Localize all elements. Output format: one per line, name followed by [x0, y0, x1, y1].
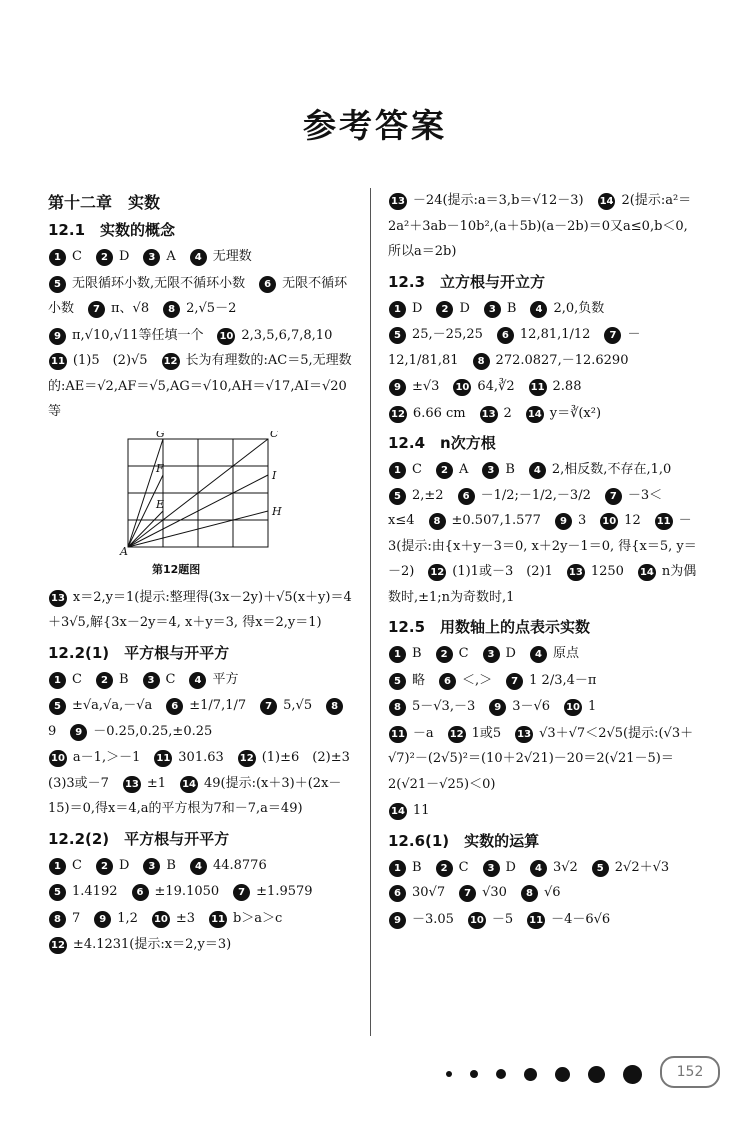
question-number-badge: 6	[259, 276, 276, 293]
question-number-badge: 8	[473, 353, 490, 370]
answer-text: 64,∛2	[477, 379, 515, 394]
question-number-badge: 7	[260, 698, 277, 715]
answer-text: 长为有理数的:AC＝5,无理数的:AE＝√2,AF＝√5,AG＝√10,AH＝√17,AI＝√20等	[48, 353, 352, 419]
question-number-badge: 14	[180, 776, 198, 793]
left-sections	[48, 219, 363, 958]
answer-line	[48, 932, 356, 958]
progress-dot	[446, 1071, 452, 1077]
answer-text: √30	[482, 885, 507, 900]
question-number-badge: 11	[209, 911, 227, 928]
answer-line	[48, 244, 356, 270]
question-number-badge: 5	[389, 673, 406, 690]
question-number-badge: 1	[389, 860, 406, 877]
answer-text: C	[458, 859, 469, 875]
question-number-badge: 11	[154, 750, 172, 767]
answer-line	[48, 853, 356, 879]
label-G: G	[156, 430, 165, 440]
question-number-badge: 3	[143, 858, 160, 875]
question-number-badge: 13	[480, 406, 498, 423]
answer-text: ±4.1231(提示:x＝2,y＝3)	[72, 937, 232, 952]
question-number-badge: 11	[527, 912, 545, 929]
label-C: C	[270, 430, 279, 440]
question-number-badge: 5	[592, 860, 609, 877]
question-number-badge: 12	[49, 937, 67, 954]
question-number-badge: 7	[88, 301, 105, 318]
answer-line	[388, 694, 698, 720]
answer-text: －3＜x≤4	[388, 487, 663, 528]
answer-text: 原点	[552, 646, 579, 661]
answer-text: 略	[412, 672, 426, 688]
question-number-badge: 9	[94, 911, 111, 928]
question-number-badge: 13	[567, 564, 585, 581]
question-number-badge: 6	[439, 673, 456, 690]
progress-dot	[470, 1070, 478, 1078]
progress-dot	[555, 1067, 570, 1082]
answer-line	[388, 668, 698, 694]
question-number-badge: 11	[49, 353, 67, 370]
answer-text: ±√3	[412, 379, 440, 394]
question-number-badge: 9	[389, 379, 406, 396]
section-title: 12.2(1) 平方根与开平方	[48, 643, 230, 662]
answer-line	[388, 907, 698, 933]
answer-text: C	[412, 462, 422, 477]
left-column	[48, 188, 363, 959]
question-number-badge: 6	[166, 698, 183, 715]
question-number-badge: 9	[70, 724, 87, 741]
answer-line	[48, 667, 356, 693]
answer-text: 301.63	[178, 750, 224, 765]
question-number-badge: 1	[49, 249, 66, 266]
answer-text: ±1	[146, 775, 167, 791]
question-number-badge: 3	[484, 301, 501, 318]
answer-text: －12,1/81,81	[388, 327, 641, 368]
answer-text: 44.8776	[212, 857, 267, 873]
question-number-badge: 12	[389, 406, 407, 423]
answer-text: －0.25,0.25,±0.25	[93, 723, 213, 739]
question-number-badge: 7	[604, 327, 621, 344]
answer-text: D	[118, 249, 130, 264]
answer-text: D	[412, 300, 423, 316]
answer-text: C	[72, 671, 82, 687]
answer-text: 2,相反数,不存在,1,0	[551, 462, 672, 477]
answer-text: －3.05	[412, 911, 454, 927]
section-title: 12.6(1) 实数的运算	[388, 831, 540, 850]
question-number-badge: 8	[389, 699, 406, 716]
answer-text: 6.66 cm	[412, 405, 466, 421]
answer-line	[48, 745, 363, 822]
answer-text: 1	[587, 699, 597, 714]
answer-text: ±√a,√a,－√a	[72, 698, 153, 713]
answer-text: 9	[48, 723, 57, 739]
answer-text: (1)±6 (2)±3 (3)3或－7	[48, 750, 363, 791]
answer-text: ±19.1050	[154, 884, 220, 899]
answer-text: －24(提示:a＝3,b＝√12－3)	[412, 193, 584, 208]
answer-text: (1)1或－3 (2)1	[452, 564, 553, 579]
question-number-badge: 4	[530, 646, 547, 663]
question-number-badge: 10	[564, 699, 582, 716]
question-number-badge: 14	[598, 193, 616, 210]
answer-text: 2.88	[552, 379, 582, 394]
answer-text: 无限循环小数,无限不循环小数	[72, 275, 246, 291]
progress-dot	[623, 1065, 642, 1084]
question-number-badge: 14	[638, 564, 656, 581]
question-number-badge: 6	[132, 884, 149, 901]
answer-text: 49(提示:(x＋3)＋(2x－15)＝0,得x＝4,a的平方根为7和－7,a＝49)	[48, 775, 342, 816]
segment-AF	[128, 475, 163, 547]
answer-text: 3－√6	[512, 699, 551, 714]
section-title: 12.4 n次方根	[388, 434, 496, 452]
question-number-badge: 7	[506, 673, 523, 690]
answer-line	[388, 855, 698, 906]
question-number-badge: 2	[436, 646, 453, 663]
answer-text: ±1.9579	[256, 884, 313, 899]
question-number-badge: 10	[49, 750, 67, 767]
answer-text: B	[505, 462, 515, 477]
question-number-badge: 6	[458, 488, 475, 505]
answer-line	[388, 401, 698, 427]
question-number-badge: 7	[605, 488, 622, 505]
question-number-badge: 8	[163, 301, 180, 318]
question-number-badge: 6	[497, 327, 514, 344]
answer-text: a－1,＞－1	[72, 750, 141, 765]
answer-text: －4－6√6	[551, 911, 611, 927]
question-number-badge: 5	[49, 884, 66, 901]
answer-line	[48, 879, 356, 905]
answer-text: －1/2;－1/2,－3/2	[480, 487, 591, 503]
label-H: H	[272, 504, 282, 518]
answer-text: 3	[577, 513, 587, 528]
answer-text: (1)5 (2)√5	[72, 353, 148, 368]
answer-text: B	[506, 300, 517, 316]
answer-text: C	[72, 857, 82, 873]
answer-line	[388, 721, 698, 798]
question-number-badge: 12	[428, 564, 446, 581]
question-number-badge: 3	[483, 646, 500, 663]
question-number-badge: 14	[526, 406, 544, 423]
answer-text: 25,－25,25	[412, 327, 483, 342]
question-number-badge: 5	[389, 327, 406, 344]
answer-text: C	[458, 646, 469, 661]
answer-text: 2,±2	[412, 487, 444, 503]
question-number-badge: 5	[389, 488, 406, 505]
answer-line	[388, 322, 698, 373]
answer-text: 2,0,负数	[553, 300, 605, 316]
answer-text: A	[166, 249, 176, 264]
label-F: F	[156, 461, 164, 475]
question-number-badge: 4	[530, 301, 547, 318]
answer-text: D	[505, 859, 516, 875]
question-number-badge: 8	[429, 513, 446, 530]
answer-text: 2	[503, 405, 512, 421]
answer-text: 2(提示:a²＝2a²＋3ab－10b²,(a＋5b)(a－2b)＝0又a≤0,b＜0,所以a＝2b)	[388, 193, 692, 259]
question-number-badge: 2	[96, 672, 113, 689]
question-number-badge: 1	[389, 646, 406, 663]
question-number-badge: 4	[529, 462, 546, 479]
answer-text: 1或5	[471, 725, 502, 741]
question-number-badge: 4	[190, 858, 207, 875]
section-title: 12.2(2) 平方根与开平方	[48, 829, 230, 848]
section-title: 12.1 实数的概念	[48, 221, 176, 239]
answer-line	[48, 271, 356, 322]
label-I: I	[272, 468, 277, 482]
answer-text: 3√2	[552, 859, 578, 875]
question-number-badge: 2	[96, 249, 113, 266]
answer-text: y＝∛(x²)	[549, 405, 602, 421]
answer-text: 30√7	[412, 885, 446, 900]
question-number-badge: 3	[143, 249, 160, 266]
question-number-badge: 1	[389, 462, 406, 479]
chapter-heading: 第十二章 实数	[48, 193, 161, 212]
figure-12	[48, 431, 356, 577]
answer-text: D	[118, 857, 130, 873]
right-column	[388, 188, 698, 933]
answer-line	[388, 457, 698, 610]
answer-text: √6	[543, 885, 561, 900]
answer-text: x＝2,y＝1(提示:整理得(3x－2y)＋√5(x＋y)＝4＋3√5,解{3x－2y＝4, x＋y＝3, 得x＝2,y＝1)	[48, 589, 352, 630]
figure-caption: 第12题图	[152, 562, 201, 576]
answer-text: n为偶数时,±1;n为奇数时,1	[388, 564, 697, 605]
question-number-badge: 2	[436, 462, 453, 479]
answer-text: 272.0827,－12.6290	[495, 352, 629, 368]
answer-text: π、√8	[111, 301, 150, 316]
page-number-mark: 152	[660, 1056, 720, 1088]
answer-text: A	[458, 462, 469, 477]
question-number-badge: 10	[600, 513, 618, 530]
question-number-badge: 13	[49, 590, 67, 607]
question-number-badge: 12	[448, 726, 466, 743]
answer-text: －3(提示:由{x＋y－3＝0, x＋2y－1＝0, 得{x＝5, y＝－2)	[388, 513, 697, 579]
section-title: 12.3 立方根与开立方	[388, 272, 546, 291]
question-number-badge: 2	[436, 301, 453, 318]
answer-text: ±3	[175, 910, 196, 926]
question-number-badge: 2	[436, 860, 453, 877]
answer-text: 2,3,5,6,7,8,10	[241, 327, 333, 343]
answer-text: D	[459, 300, 470, 316]
question-number-badge: 10	[152, 911, 170, 928]
question-number-badge: 3	[143, 672, 160, 689]
question-number-badge: 7	[459, 885, 476, 902]
answer-text: D	[505, 646, 516, 661]
answer-text: －5	[491, 911, 514, 927]
question-number-badge: 1	[389, 301, 406, 318]
question-number-badge: 9	[489, 699, 506, 716]
answer-text: π,√10,√11等任填一个	[72, 327, 204, 343]
question-number-badge: 6	[389, 885, 406, 902]
question-number-badge: 5	[49, 698, 66, 715]
answer-text: －a	[412, 725, 434, 741]
answer-text: 11	[412, 803, 430, 818]
question-number-badge: 4	[530, 860, 547, 877]
answer-text: 5－√3,－3	[412, 699, 476, 714]
question-number-badge: 10	[453, 379, 471, 396]
question-number-badge: 10	[468, 912, 486, 929]
progress-dot	[496, 1069, 506, 1079]
answer-line	[48, 693, 356, 744]
question-number-badge: 14	[389, 803, 407, 820]
right-sections	[388, 188, 698, 932]
question-number-badge: 9	[49, 328, 66, 345]
answer-line	[388, 798, 698, 824]
question-number-badge: 10	[217, 328, 235, 345]
answer-text: 2,√5－2	[186, 301, 237, 316]
question-number-badge: 13	[515, 726, 533, 743]
question-number-badge: 11	[389, 726, 407, 743]
column-divider	[370, 188, 371, 1036]
label-A: A	[120, 544, 128, 555]
question-number-badge: 12	[238, 750, 256, 767]
answer-text: 5,√5	[283, 698, 313, 713]
question-number-badge: 4	[189, 672, 206, 689]
answer-text: √3＋√7＜2√5(提示:(√3＋√7)²－(2√5)²＝(10＋2√21)－20＝2(√21－5)＝2(√21－√25)＜0)	[388, 725, 694, 792]
answer-text: 1.4192	[72, 884, 118, 899]
section-title: 12.5 用数轴上的点表示实数	[388, 618, 591, 636]
question-number-badge: 12	[162, 353, 180, 370]
answer-text: C	[165, 671, 176, 687]
question-number-badge: 5	[49, 276, 66, 293]
answer-line	[48, 585, 356, 636]
question-number-badge: 11	[655, 513, 673, 530]
answer-line	[388, 188, 698, 265]
answer-text: ＜,＞	[462, 672, 493, 688]
answer-text: ±1/7,1/7	[189, 698, 247, 713]
answer-line	[388, 641, 698, 667]
question-number-badge: 8	[326, 698, 343, 715]
progress-dot	[588, 1066, 605, 1083]
question-number-badge: 13	[389, 193, 407, 210]
question-number-badge: 8	[521, 885, 538, 902]
grid-figure	[48, 431, 288, 555]
question-number-badge: 11	[529, 379, 547, 396]
answer-text: b＞a＞c	[232, 910, 283, 926]
answer-text: B	[412, 646, 422, 661]
question-number-badge: 9	[389, 912, 406, 929]
answer-text: 1250	[590, 564, 624, 579]
answer-text: 12	[624, 513, 641, 528]
question-number-badge: 7	[233, 884, 250, 901]
question-number-badge: 2	[96, 858, 113, 875]
answer-text: 1 2/3,4－π	[529, 672, 597, 688]
label-E: E	[156, 497, 165, 511]
answer-text: 2√2＋√3	[614, 859, 670, 875]
answer-line	[48, 906, 356, 932]
question-number-badge: 3	[482, 462, 499, 479]
answer-text: 无限不循环小数	[48, 275, 348, 316]
answer-text: C	[72, 249, 82, 264]
answer-text: 1,2	[117, 910, 138, 926]
question-number-badge: 1	[49, 672, 66, 689]
question-number-badge: 9	[555, 513, 572, 530]
answer-text: 7	[72, 910, 81, 926]
answer-line	[388, 374, 698, 400]
answer-text: 12,81,1/12	[519, 327, 591, 342]
answer-line	[388, 296, 698, 322]
question-number-badge: 8	[49, 911, 66, 928]
answer-text: 无理数	[212, 249, 252, 264]
answer-line	[48, 323, 356, 425]
question-number-badge: 13	[123, 776, 141, 793]
question-number-badge: 3	[483, 860, 500, 877]
segment-AE	[128, 511, 163, 547]
page-title: 参考答案	[303, 106, 447, 145]
question-number-badge: 4	[190, 249, 207, 266]
answer-text: B	[412, 859, 422, 875]
answer-text: B	[118, 671, 129, 687]
answer-text: ±0.507,1.577	[451, 513, 541, 528]
answer-text: B	[166, 857, 176, 873]
answer-text: 平方	[212, 671, 239, 687]
progress-dot	[524, 1068, 537, 1081]
question-number-badge: 1	[49, 858, 66, 875]
